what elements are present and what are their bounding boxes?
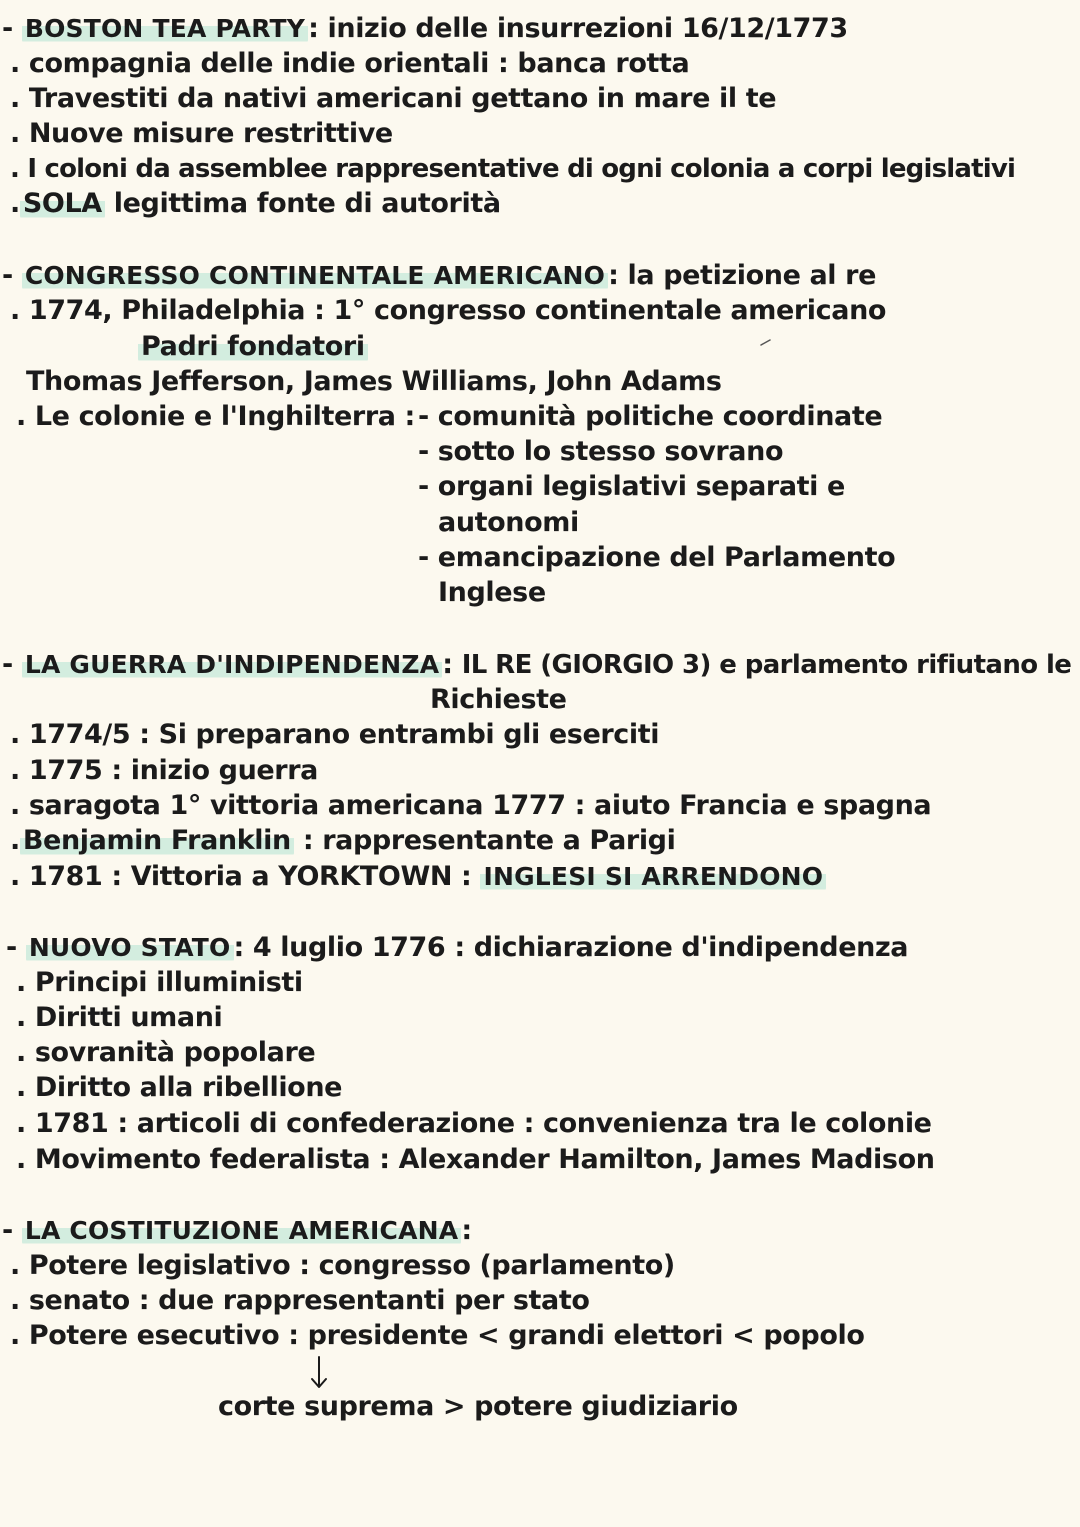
costituzione-line-2: . senato : due rappresentanti per stato [10,1285,590,1316]
congresso-rest: la petizione al re [627,260,876,291]
stato-rest: 4 luglio 1776 : dichiarazione d'indipendenza [252,932,909,963]
boston-line-4: . I coloni da assemblee rappresentative di ogni colonia a corpi legislativi [10,154,1016,184]
franklin-rest: : rappresentante a Parigi [293,825,676,856]
colonie-point-3-cont: autonomi [438,507,579,538]
heading-dash: - [2,13,13,44]
guerra-line-2: . 1775 : inizio guerra [10,755,318,786]
costituzione-title: LA COSTITUZIONE AMERICANA [22,1216,462,1245]
boston-title: BOSTON TEA PARTY [22,14,308,43]
franklin-highlight: Benjamin Franklin [20,825,294,856]
guerra-rest: IL RE (GIORGIO 3) e parlamento rifiutano le [461,650,1072,680]
boston-line-3: . Nuove misure restrittive [10,118,393,149]
guerra-line-3: . saragota 1° vittoria americana 1777 : aiuto Francia e spagna [10,790,932,821]
guerra-rest-cont: Richieste [430,684,567,715]
costituzione-line-3: . Potere esecutivo : presidente < grandi elettori < popolo [10,1320,865,1351]
guerra-heading [2,648,1071,682]
costituzione-line-1: . Potere legislativo : congresso (parlamento) [10,1250,675,1281]
boston-line-2: . Travestiti da nativi americani gettano in mare il te [10,83,777,114]
stato-line-6: . Movimento federalista : Alexander Hamilton, James Madison [16,1144,935,1175]
heading-dash: - [2,649,13,680]
guerra-line-5 [10,860,826,894]
guerra-line-1: . 1774/5 : Si preparano entrambi gli eserciti [10,719,660,750]
colonie-point-3: - organi legislativi separati e [418,471,845,502]
heading-sep: : [308,13,319,44]
colonie-label: . Le colonie e l'Inghilterra : [16,401,415,432]
stato-line-2: . Diritti umani [16,1002,223,1033]
arrow-down-icon [307,1355,331,1391]
stato-line-1: . Principi illuministi [16,967,303,998]
bullet-dot: . [10,825,20,856]
stato-line-3: . sovranità popolare [16,1037,316,1068]
heading-sep: : [461,1215,472,1246]
heading-dash: - [2,1215,13,1246]
pen-stroke-mark [760,338,772,346]
colonie-point-1: - comunità politiche coordinate [418,401,883,432]
stato-line-5: . 1781 : articoli di confederazione : convenienza tra le colonie [16,1108,932,1139]
boston-line-5 [10,187,501,221]
bullet-dot: . [10,188,20,219]
corte-suprema-line: corte suprema > potere giudiziario [218,1391,738,1422]
stato-line-4: . Diritto alla ribellione [16,1072,343,1103]
guerra-title: LA GUERRA D'INDIPENDENZA [22,650,442,679]
stato-heading [6,931,908,965]
colonie-point-4-cont: Inglese [438,577,546,608]
guerra-line-4 [10,824,675,858]
yorktown-text: . 1781 : Vittoria a YORKTOWN : [10,861,472,892]
colonie-point-2: - sotto lo stesso sovrano [418,436,784,467]
yorktown-highlight: INGLESI SI ARRENDONO [480,862,826,891]
heading-dash: - [6,932,17,963]
costituzione-heading [2,1214,472,1248]
boston-heading [2,12,848,46]
heading-sep: : [608,260,619,291]
stato-title: NUOVO STATO [26,933,234,962]
congresso-line-1: . 1774, Philadelphia : 1° congresso continentale americano [10,295,887,326]
boston-rest: inizio delle insurrezioni 16/12/1773 [327,13,848,44]
congresso-title: CONGRESSO CONTINENTALE AMERICANO [22,261,608,290]
heading-dash: - [2,260,13,291]
padri-highlight: Padri fondatori [138,331,368,362]
sola-rest: legittima fonte di autorità [104,188,501,219]
congresso-heading [2,259,876,293]
heading-sep: : [233,932,244,963]
padri-fondatori [138,330,368,364]
colonie-point-4: - emancipazione del Parlamento [418,542,896,573]
boston-line-1: . compagnia delle indie orientali : banca rotta [10,48,690,79]
heading-sep: : [442,649,453,680]
sola-highlight: SOLA [20,188,105,219]
padri-names: Thomas Jefferson, James Williams, John Adams [26,366,722,397]
